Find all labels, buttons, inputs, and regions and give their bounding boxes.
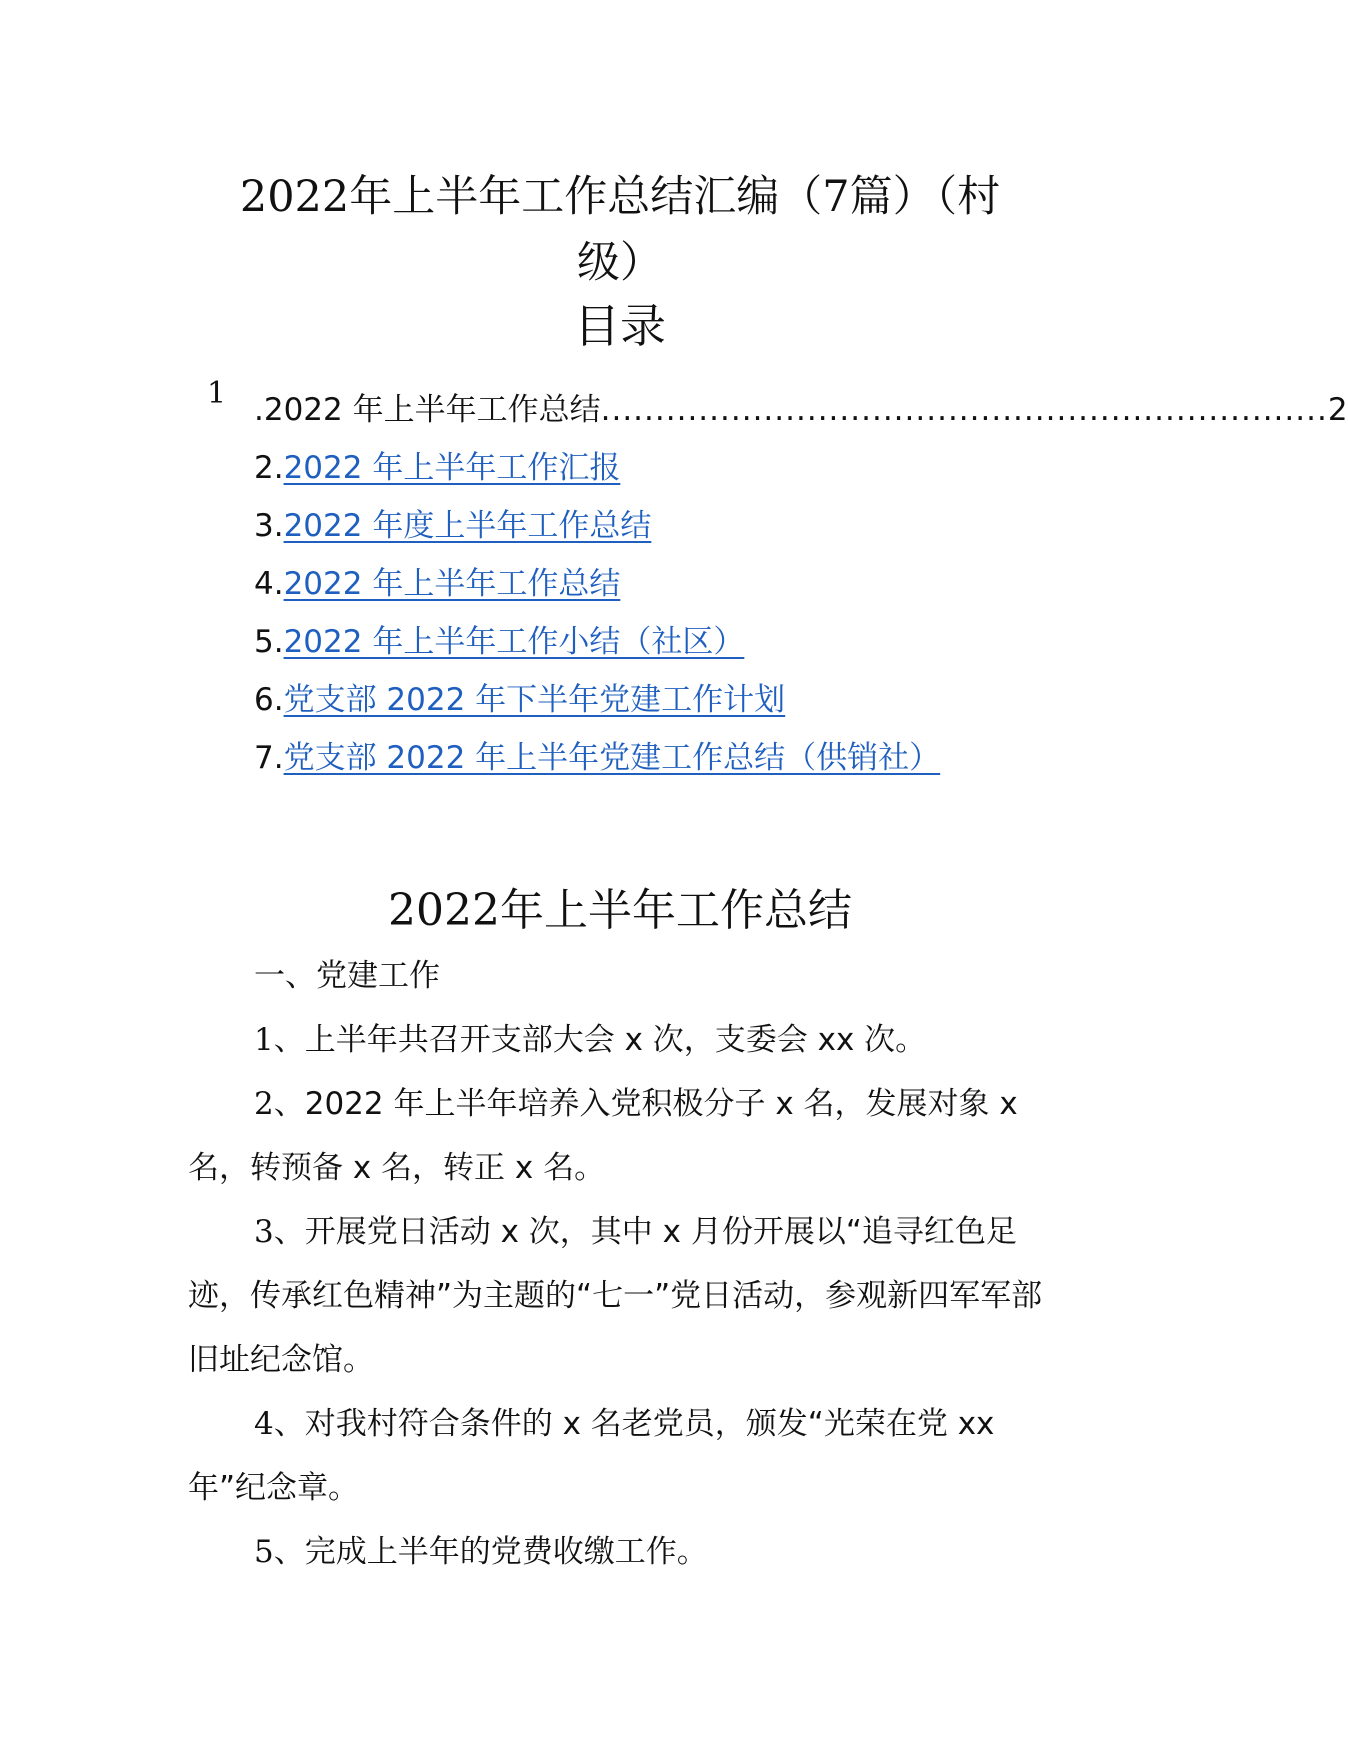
- toc-item-2-link[interactable]: 2022 年上半年工作汇报: [283, 450, 621, 486]
- toc-item-2: [254, 446, 620, 490]
- toc-item-3-link[interactable]: 2022 年度上半年工作总结: [283, 508, 652, 544]
- paragraph-4: [188, 1200, 1058, 1392]
- title-text-b: 篇）（村: [849, 172, 1001, 222]
- toc-heading: 目录: [574, 299, 666, 353]
- paragraph-3: [188, 1072, 1058, 1200]
- paragraph-1-text: 一、党建工作: [254, 958, 440, 994]
- paragraph-5-lead: 4: [254, 1406, 274, 1442]
- toc-item-1-page: 2: [1327, 392, 1348, 428]
- paragraph-3-lead: 2: [254, 1086, 274, 1122]
- toc-item-5-link[interactable]: 2022 年上半年工作小结（社区）: [283, 624, 745, 660]
- paragraph-3-text: 、2022 年上半年培养入党积极分子 x 名，发展对象 x 名，转预备 x 名，转正 x 名。: [188, 1086, 1018, 1186]
- paragraph-6: [188, 1520, 1058, 1584]
- toc-item-4-prefix: 4.: [254, 566, 284, 602]
- title-count: 7: [822, 172, 850, 222]
- toc-item-6: [254, 678, 785, 722]
- section-title-year: 2022: [388, 885, 500, 936]
- title-year: 2022: [239, 172, 350, 222]
- toc-item-1-text: .2022 年上半年工作总结: [254, 392, 601, 428]
- toc-item-7-prefix: 7.: [254, 740, 284, 776]
- toc-item-3-prefix: 3.: [254, 508, 284, 544]
- toc-item-7: [254, 736, 940, 780]
- toc-item-3: [254, 504, 651, 548]
- toc-item-1-leader: ...................................................................: [600, 392, 1328, 428]
- paragraph-2-lead: 1: [254, 1022, 274, 1058]
- paragraph-4-text: 、开展党日活动 x 次，其中 x 月份开展以“追寻红色足迹，传承红色精神”为主题的“七一”党日活动，参观新四军军部旧址纪念馆。: [188, 1214, 1043, 1378]
- paragraph-6-lead: 5: [254, 1534, 274, 1570]
- toc-item-1[interactable]: [254, 388, 1348, 432]
- paragraph-4-lead: 3: [254, 1214, 274, 1250]
- title-text-a: 年上半年工作总结汇编（: [349, 172, 823, 222]
- document-title-line-1: [190, 166, 1050, 228]
- toc-item-2-prefix: 2.: [254, 450, 284, 486]
- paragraph-5: [188, 1392, 1058, 1520]
- toc-item-6-prefix: 6.: [254, 682, 284, 718]
- paragraph-5-text: 、对我村符合条件的 x 名老党员，颁发“光荣在党 xx 年”纪念章。: [188, 1406, 995, 1506]
- paragraph-2-text: 、上半年共召开支部大会 x 次，支委会 xx 次。: [273, 1022, 927, 1058]
- paragraph-2: [188, 1008, 1058, 1072]
- toc-item-4: [254, 562, 620, 606]
- toc-item-4-link[interactable]: 2022 年上半年工作总结: [283, 566, 621, 602]
- toc-item-5-prefix: 5.: [254, 624, 284, 660]
- paragraph-1: [188, 944, 1058, 1008]
- paragraph-6-text: 、完成上半年的党费收缴工作。: [273, 1534, 708, 1570]
- section-title-text: 年上半年工作总结: [499, 885, 852, 936]
- toc-item-5: [254, 620, 744, 664]
- toc-item-6-link[interactable]: 党支部 2022 年下半年党建工作计划: [283, 682, 786, 718]
- section-title: [190, 880, 1050, 942]
- toc-first-number: 1: [207, 376, 227, 411]
- toc-item-7-link[interactable]: 党支部 2022 年上半年党建工作总结（供销社）: [283, 740, 941, 776]
- document-title-line-2: 级）: [577, 238, 663, 288]
